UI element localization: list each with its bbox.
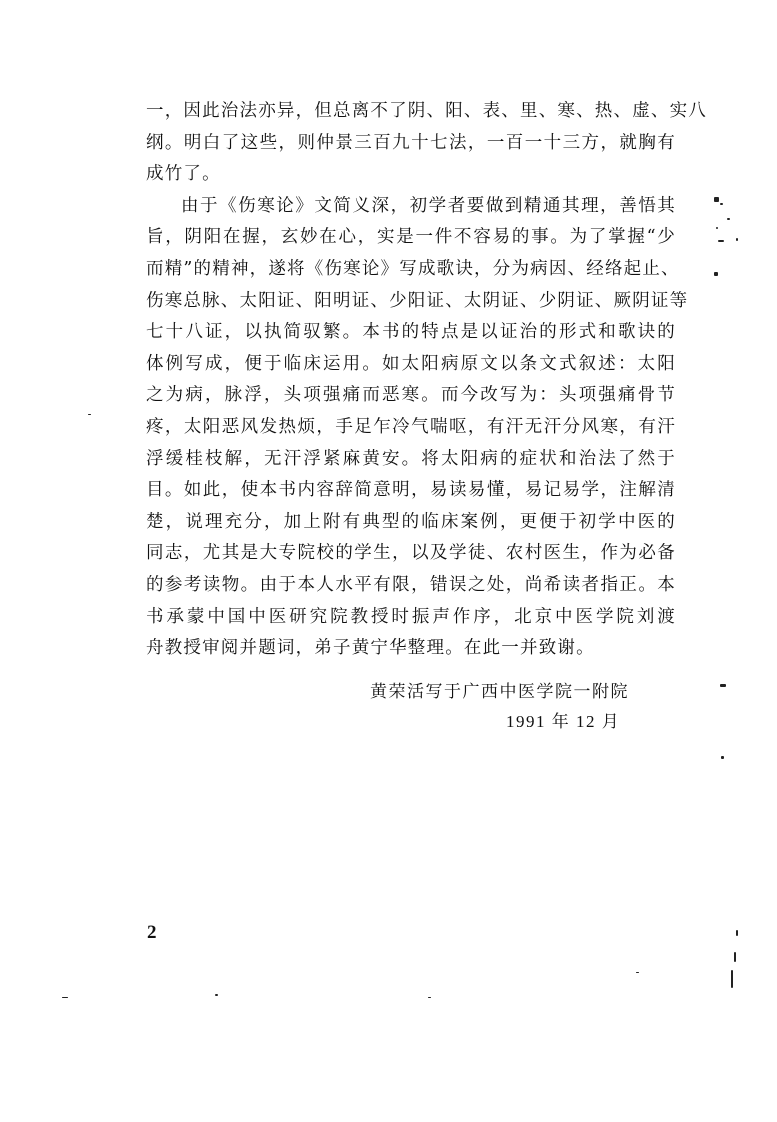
- text-line: 旨，阴阳在握，玄妙在心，实是一件不容易的事。为了掌握“少: [146, 227, 676, 248]
- text-line: 纲。明白了这些，则仲景三百九十七法，一百一十三方，就胸有: [146, 132, 676, 153]
- text-line: 舟教授审阅并题词，弟子黄宁华整理。在此一并致谢。: [146, 638, 595, 659]
- text-line: 体例写成，便于临床运用。如太阳病原文以条文式叙述：太阳: [146, 353, 676, 374]
- scan-speck: [727, 218, 730, 220]
- text-line: 之为病，脉浮，头项强痛而恶寒。而今改写为：头项强痛骨节: [146, 385, 676, 406]
- text-line: 楚，说理充分，加上附有典型的临床案例，更便于初学中医的: [146, 511, 676, 532]
- scan-speck: [718, 240, 724, 242]
- scan-speck: [716, 227, 718, 229]
- scan-speck: [215, 994, 218, 996]
- signature-block: [370, 677, 690, 737]
- scan-speck: [736, 238, 738, 241]
- author-line: 黄荣活写于广西中医学院一附院: [370, 682, 629, 702]
- text-line: 而精”的精神，遂将《伤寒论》写成歌诀，分为病因、经络起止、: [146, 258, 680, 279]
- scan-speck: [88, 414, 91, 415]
- text-line: 七十八证，以执简驭繁。本书的特点是以证治的形式和歌诀的: [146, 322, 676, 343]
- scan-speck: [721, 756, 724, 759]
- text-line: 浮缓桂枝解，无汗浮紧麻黄安。将太阳病的症状和治法了然于: [146, 448, 676, 469]
- text-line: 书承蒙中国中医研究院教授时振声作序，北京中医学院刘渡: [146, 606, 676, 627]
- scan-speck: [428, 997, 431, 998]
- scan-speck: [714, 197, 719, 202]
- text-line: 成竹了。: [146, 164, 221, 185]
- text-line: 疼，太阳恶风发热烦，手足乍冷气喘呕，有汗无汗分风寒，有汗: [146, 416, 676, 437]
- scan-speck: [734, 952, 736, 962]
- text-line: 的参考读物。由于本人水平有限，错误之处，尚希读者指正。本: [146, 574, 676, 595]
- text-line: 伤寒总脉、太阳证、阳明证、少阳证、太阴证、少阴证、厥阴证等: [146, 290, 689, 311]
- preface-body: [146, 96, 707, 665]
- text-line: 同志，尤其是大专院校的学生，以及学徒、农村医生，作为必备: [146, 543, 676, 564]
- scan-speck: [62, 997, 68, 998]
- text-line: 由于《伤寒论》文简义深，初学者要做到精通其理，善悟其: [181, 195, 676, 216]
- scan-speck: [636, 972, 639, 973]
- page-number: 2: [147, 922, 157, 943]
- text-line: 目。如此，使本书内容辞简意明，易读易懂，易记易学，注解清: [146, 480, 676, 501]
- scan-speck: [720, 203, 723, 205]
- scan-speck: [720, 684, 726, 687]
- text-line: 一，因此治法亦异，但总离不了阴、阳、表、里、寒、热、虚、实八: [146, 101, 707, 121]
- scan-speck: [714, 272, 718, 276]
- scan-speck: [736, 930, 738, 936]
- scan-speck: [731, 970, 733, 988]
- date-line: 1991 年 12 月: [506, 712, 621, 731]
